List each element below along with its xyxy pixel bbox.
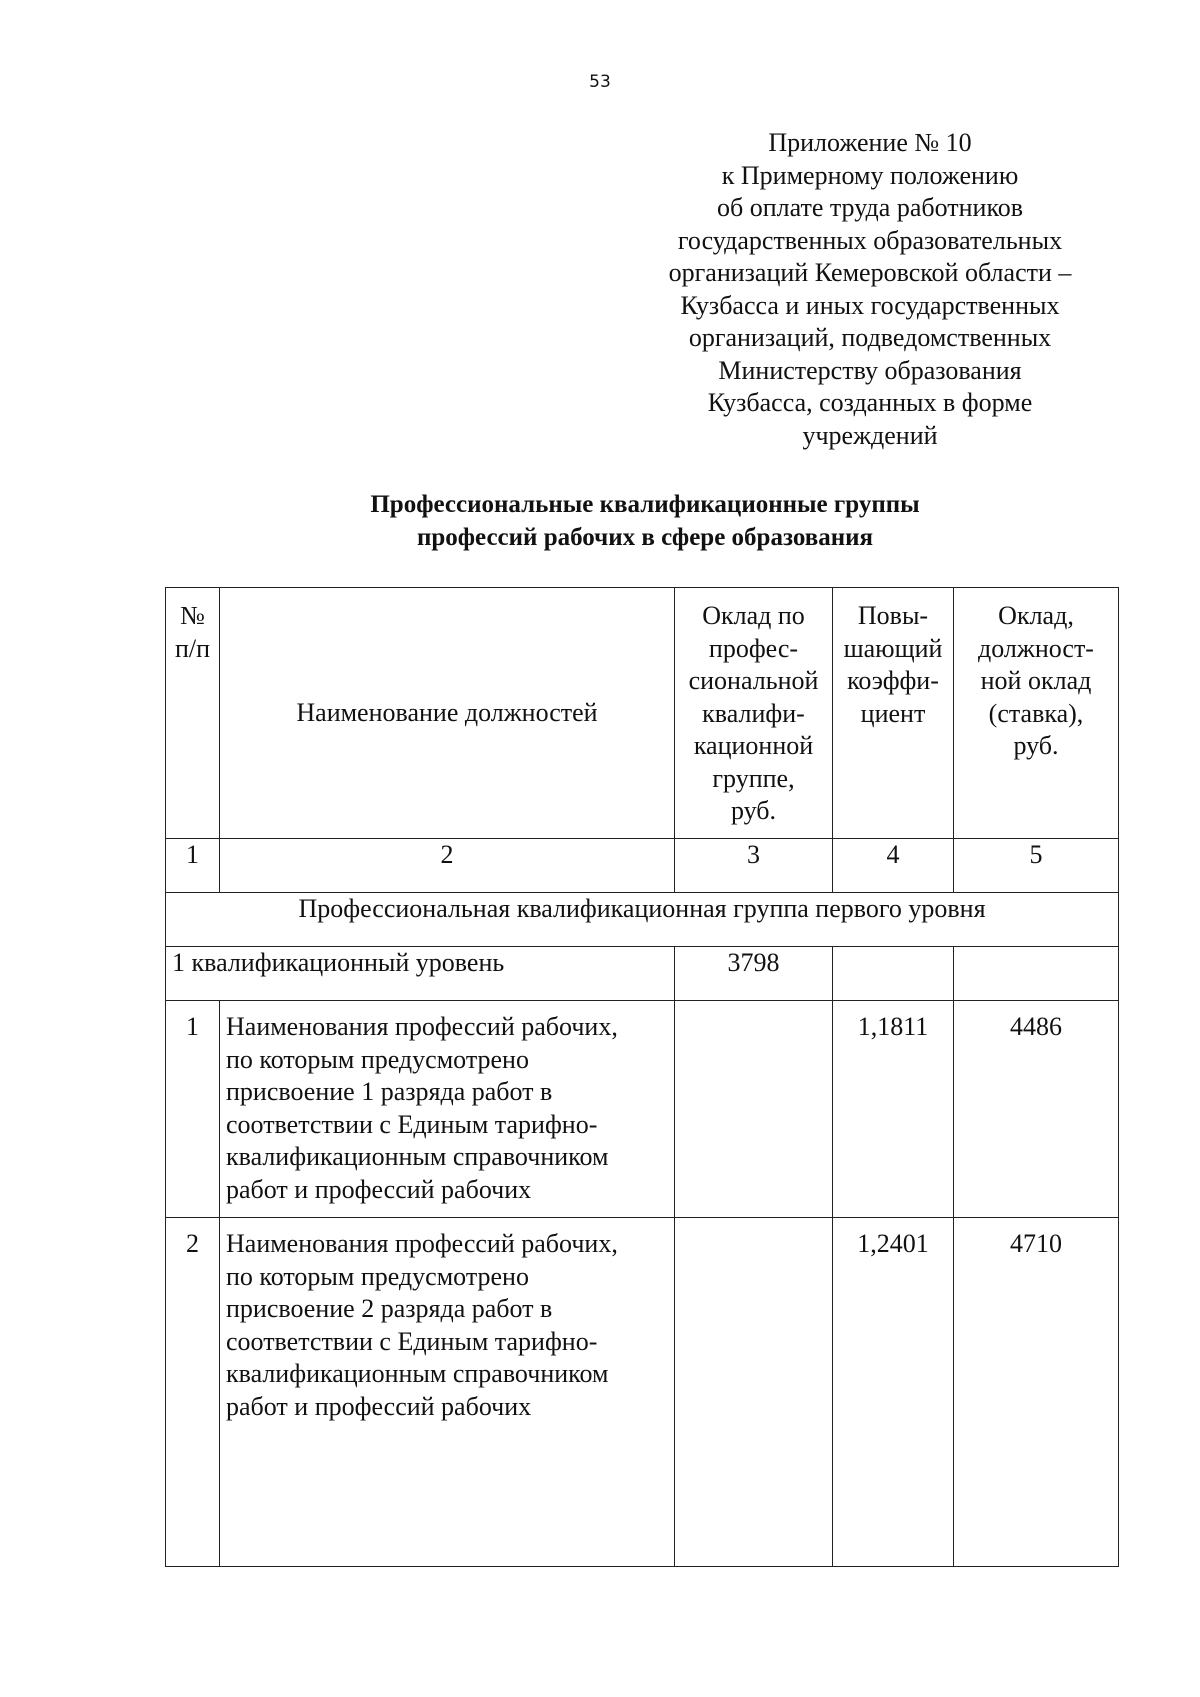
header-num bbox=[166, 588, 220, 839]
row-name-line: работ и профессий рабочих bbox=[226, 1391, 532, 1421]
level-coefficient bbox=[833, 947, 954, 1001]
appendix-line: Кузбасса и иных государственных bbox=[680, 290, 1060, 320]
row-coefficient: 1,2401 bbox=[833, 1218, 954, 1567]
row-coefficient: 1,1811 bbox=[833, 1001, 954, 1218]
appendix-line: Кузбасса, созданных в форме bbox=[707, 388, 1033, 417]
appendix-line: организаций Кемеровской области – bbox=[668, 258, 1072, 287]
row-name-line: квалификационным справочником bbox=[226, 1359, 609, 1388]
header-base-salary bbox=[675, 588, 833, 839]
appendix-line: об оплате труда работников bbox=[716, 193, 1024, 222]
header-base-salary-line: сиональной bbox=[688, 666, 819, 695]
column-number: 5 bbox=[954, 839, 1119, 893]
header-coefficient-line: коэффи- bbox=[847, 666, 939, 695]
header-num-line: № bbox=[180, 601, 205, 630]
level-salary bbox=[954, 947, 1119, 1001]
table-header-row bbox=[166, 588, 1119, 839]
row-base-salary bbox=[675, 1001, 833, 1218]
document-title bbox=[260, 488, 1030, 554]
header-base-salary-line: Оклад по bbox=[702, 601, 805, 630]
row-name-line: присвоение 1 разряда работ в bbox=[226, 1077, 553, 1106]
row-name-line: Наименования профессий рабочих, bbox=[226, 1229, 618, 1258]
row-salary: 4710 bbox=[954, 1218, 1119, 1567]
column-number: 2 bbox=[220, 839, 675, 893]
appendix-line: учреждений bbox=[802, 420, 938, 450]
appendix-line: к Примерному положению bbox=[721, 160, 1019, 190]
row-salary: 4486 bbox=[954, 1001, 1119, 1218]
title-line-1: Профессиональные квалификационные группы bbox=[370, 491, 920, 518]
header-name bbox=[220, 588, 675, 839]
row-name-line: по которым предусмотрено bbox=[226, 1261, 529, 1291]
table-row bbox=[166, 1218, 1119, 1567]
title-line-2: профессий рабочих в сфере образования bbox=[416, 524, 874, 551]
row-base-salary bbox=[675, 1218, 833, 1567]
row-name-line: Наименования профессий рабочих, bbox=[226, 1012, 618, 1041]
qualification-groups-table bbox=[165, 587, 1119, 1567]
header-salary-line: ной оклад bbox=[980, 666, 1092, 695]
table-row bbox=[166, 1001, 1119, 1218]
column-number: 1 bbox=[166, 839, 220, 893]
appendix-header bbox=[640, 127, 1100, 452]
header-coefficient-line: шающий bbox=[843, 633, 943, 663]
appendix-line: государственных образовательных bbox=[677, 225, 1063, 255]
row-name-line: соответствии с Единым тарифно- bbox=[226, 1109, 598, 1139]
appendix-line: организаций, подведомственных bbox=[688, 323, 1052, 352]
header-salary-line: руб. bbox=[1013, 731, 1059, 760]
header-base-salary-line: профес- bbox=[708, 633, 799, 663]
header-num-line: п/п bbox=[174, 633, 211, 663]
header-salary-line: Оклад, bbox=[998, 601, 1074, 630]
qualification-level-row bbox=[166, 947, 1119, 1001]
column-number: 4 bbox=[833, 839, 954, 893]
column-number-row bbox=[166, 839, 1119, 893]
row-name-line: присвоение 2 разряда работ в bbox=[226, 1294, 553, 1323]
header-base-salary-line: квалифи- bbox=[702, 698, 805, 728]
page-number: 53 bbox=[589, 72, 611, 92]
row-name-line: работ и профессий рабочих bbox=[226, 1174, 532, 1204]
row-name-line: по которым предусмотрено bbox=[226, 1044, 529, 1074]
header-coefficient-line: циент bbox=[860, 698, 926, 728]
row-num: 1 bbox=[166, 1001, 220, 1218]
header-salary-line: (ставка), bbox=[988, 698, 1084, 728]
header-name-text: Наименование должностей bbox=[296, 697, 598, 727]
level-base-salary: 3798 bbox=[675, 947, 833, 1001]
row-name bbox=[220, 1218, 675, 1567]
row-name-line: квалификационным справочником bbox=[226, 1142, 609, 1171]
group-title: Профессиональная квалификационная группа первого уровня bbox=[166, 893, 1119, 947]
header-coefficient-line: Повы- bbox=[857, 601, 929, 630]
level-label: 1 квалификационный уровень bbox=[166, 947, 675, 1001]
header-base-salary-line: кационной bbox=[693, 731, 814, 760]
row-name bbox=[220, 1001, 675, 1218]
header-salary bbox=[954, 588, 1119, 839]
appendix-line: Приложение № 10 bbox=[768, 128, 972, 157]
row-num: 2 bbox=[166, 1218, 220, 1567]
header-salary-line: должност- bbox=[978, 633, 1094, 663]
row-name-line: соответствии с Единым тарифно- bbox=[226, 1326, 598, 1356]
group-title-row bbox=[166, 893, 1119, 947]
header-base-salary-line: руб. bbox=[730, 796, 777, 825]
header-coefficient bbox=[833, 588, 954, 839]
appendix-line: Министерству образования bbox=[718, 355, 1022, 385]
column-number: 3 bbox=[675, 839, 833, 893]
header-base-salary-line: группе, bbox=[712, 763, 795, 793]
